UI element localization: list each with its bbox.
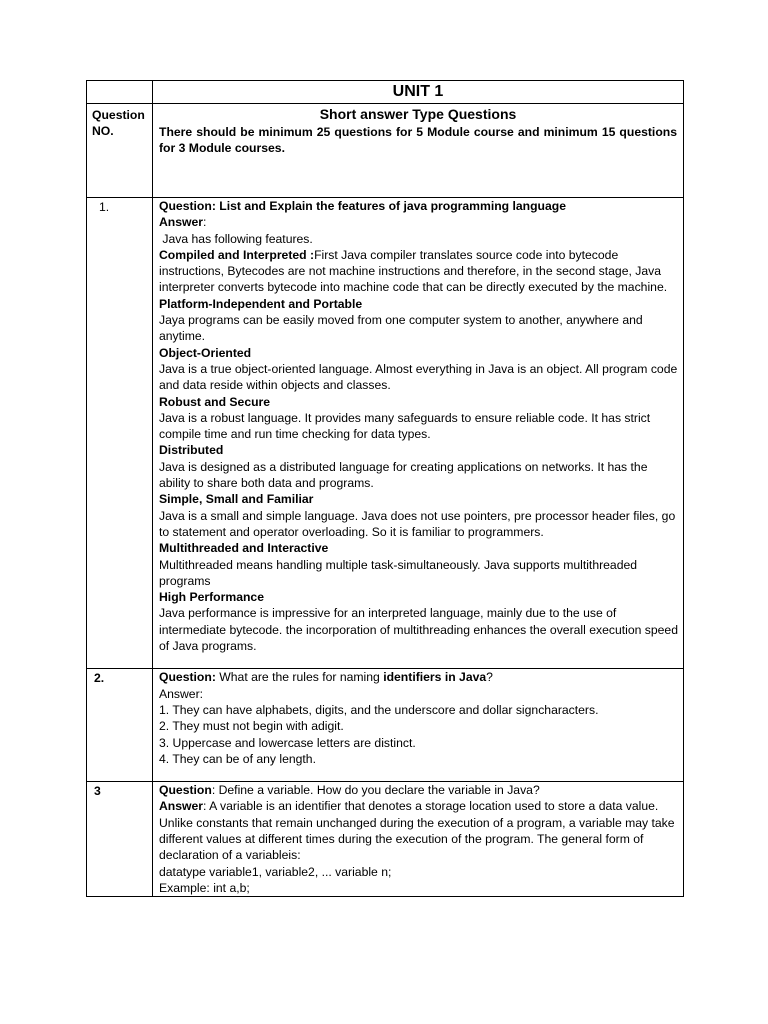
unit-row bbox=[87, 81, 684, 104]
feature-title: Multithreaded and Interactive bbox=[159, 541, 329, 556]
rule-item: 3. Uppercase and lowercase letters are distinct. bbox=[159, 735, 416, 750]
feature-text: Java performance is impressive for an interpreted language, mainly due to the use of intermediate bytecode. the incorporation of multithreading enhances the overall execution speed of Java programs. bbox=[159, 606, 678, 654]
feature-text: Jaya programs can be easily moved from one computer system to another, anywhere and anytime. bbox=[159, 313, 643, 344]
header-row bbox=[87, 104, 684, 198]
answer-label: Answer: bbox=[159, 215, 207, 230]
syntax-line: datatype variable1, variable2, ... variable n; bbox=[159, 864, 392, 879]
feature-title: Robust and Secure bbox=[159, 394, 271, 409]
answer-text: Answer: A variable is an identifier that denotes a storage location used to store a data value. Unlike constants that remain unchanged during the execution of a program, a variable may take different values at different times during the execution of the program. The general form of declaration of a variableis: bbox=[159, 799, 675, 863]
question-row-2 bbox=[87, 669, 684, 782]
feature-text: Java is a true object-oriented language. Almost everything in Java is an object. All program code and data reside within objects and classes. bbox=[159, 361, 678, 393]
question-number: 3 bbox=[87, 782, 153, 897]
question-row-3 bbox=[87, 782, 684, 897]
question-number: 2. bbox=[87, 669, 153, 782]
question-table bbox=[86, 80, 684, 897]
question-number: 1. bbox=[87, 198, 153, 669]
feature-title: Platform-Independent and Portable bbox=[159, 296, 363, 311]
question-text: Question: Define a variable. How do you declare the variable in Java? bbox=[159, 783, 540, 798]
rule-item: 1. They can have alphabets, digits, and the underscore and dollar signcharacters. bbox=[159, 702, 599, 717]
instruction-text: There should be minimum 25 questions for 5 Module course and minimum 15 questions for 3 Module courses. bbox=[159, 125, 677, 156]
question-text: Question: List and Explain the features of java programming language bbox=[159, 199, 566, 213]
feature-text: Multithreaded means handling multiple task-simultaneously. Java supports multithreaded programs bbox=[159, 557, 638, 588]
feature-1: Compiled and Interpreted :First Java compiler translates source code into bytecode instructions, Bytecodes are not machine instructions and therefore, in the second stage, Java interpreter converts bytecode into machine code that can be directly executed by the machine. bbox=[159, 247, 668, 295]
question-no-header: Question NO. bbox=[87, 104, 153, 198]
rule-item: 2. They must not begin with adigit. bbox=[159, 719, 344, 734]
example-line: Example: int a,b; bbox=[159, 880, 250, 895]
feature-text: Java is designed as a distributed language for creating applications on networks. It has the ability to share both data and programs. bbox=[159, 459, 648, 491]
answer-intro: Java has following features. bbox=[162, 231, 313, 246]
answer-label: Answer: bbox=[159, 686, 204, 701]
feature-title: Distributed bbox=[159, 443, 224, 458]
question-text: Question: What are the rules for naming identifiers in Java? bbox=[159, 670, 493, 685]
question-row-1 bbox=[87, 198, 684, 669]
feature-title: Object-Oriented bbox=[159, 345, 252, 360]
feature-text: Java is a robust language. It provides many safeguards to ensure reliable code. It has strict compile time and run time checking for data types. bbox=[159, 410, 651, 442]
feature-title: Simple, Small and Familiar bbox=[159, 492, 314, 507]
question-body bbox=[153, 782, 684, 897]
section-title: Short answer Type Questions bbox=[319, 106, 517, 122]
question-body bbox=[153, 198, 684, 669]
unit-title: UNIT 1 bbox=[153, 81, 684, 104]
question-body bbox=[153, 669, 684, 782]
feature-title: High Performance bbox=[159, 590, 264, 605]
feature-text: Java is a small and simple language. Java does not use pointers, pre processor header files, go to statement and operator overloading. So it is familiar to programmers. bbox=[159, 508, 676, 539]
rule-item: 4. They can be of any length. bbox=[159, 751, 316, 766]
